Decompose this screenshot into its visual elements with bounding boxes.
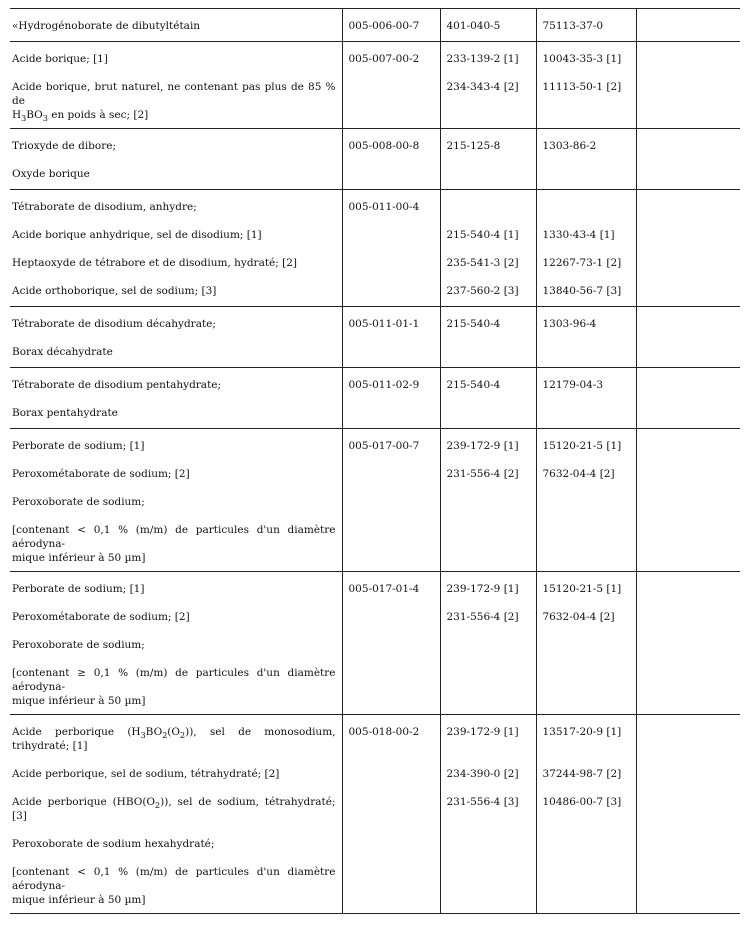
table-row [10,190,740,223]
ec-number-cell [440,222,536,250]
cas-number-cell [536,715,636,762]
substance-name-cell [10,489,342,517]
substance-name-line: mique inférieur à 50 µm] [12,695,146,707]
index-number-cell [342,789,440,831]
substance-name-line: mique inférieur à 50 µm] [12,552,146,564]
ec-number-value: 215-540-4 [1] [446,229,519,241]
substance-name-line: [contenant ≥ 0,1 % (m/m) de particules d'un diamètre aérodyna- [12,667,336,693]
substance-name-line: Peroxoborate de sodium; [12,639,145,651]
index-number-cell [342,489,440,517]
substance-name-cell [10,604,342,632]
ec-number-cell [440,831,536,859]
cas-number-cell [536,339,636,368]
cas-number-cell [536,190,636,223]
table-row [10,278,740,307]
notes-cell [636,789,740,831]
substance-table [10,8,740,914]
substance-name-line: $H_3BO_3$ en poids à sec; [2] [12,109,149,124]
table-row [10,307,740,340]
ec-number-cell [440,400,536,429]
cas-number-value: 75113-37-0 [542,20,604,32]
cas-number-value: 1303-96-4 [542,318,597,330]
cas-number-cell [536,572,636,605]
table-row [10,831,740,859]
index-number-cell [342,461,440,489]
notes-cell [636,632,740,660]
ec-number-value: 233-139-2 [1] [446,53,519,65]
substance-name-line: Oxyde borique [12,168,90,180]
ec-number-value: 231-556-4 [2] [446,611,519,623]
substance-name-line: [contenant < 0,1 % (m/m) de particules d'un diamètre aérodyna- [12,524,336,550]
cas-number-value: 13517-20-9 [1] [542,726,622,738]
ec-number-cell [440,761,536,789]
cas-number-cell [536,831,636,859]
substance-name-line: Acide borique anhydrique, sel de disodium; [1] [12,229,262,241]
substance-name-cell [10,307,342,340]
index-number-cell [342,339,440,368]
index-number-value: 005-018-00-2 [348,726,420,738]
notes-cell [636,604,740,632]
substance-name-line: Tétraborate de disodium décahydrate; [12,318,216,330]
substance-name-cell [10,42,342,75]
substance-name-line: Acide borique, brut naturel, ne contenant pas plus de 85 % de [12,81,336,107]
substance-name-cell [10,859,342,914]
ec-number-cell [440,715,536,762]
notes-cell [636,161,740,190]
ec-number-cell [440,859,536,914]
substance-name-line: mique inférieur à 50 µm] [12,894,146,906]
ec-number-value: 215-540-4 [446,318,501,330]
cas-number-value: 1330-43-4 [1] [542,229,615,241]
substance-name-cell [10,461,342,489]
substance-name-cell [10,339,342,368]
cas-number-cell [536,461,636,489]
cas-number-cell [536,9,636,42]
index-number-cell [342,161,440,190]
index-number-cell [342,9,440,42]
notes-cell [636,339,740,368]
substance-name-cell [10,429,342,462]
cas-number-cell [536,222,636,250]
substance-name-cell [10,278,342,307]
table-row [10,489,740,517]
cas-number-cell [536,789,636,831]
substance-name-cell [10,9,342,42]
cas-number-cell [536,632,636,660]
ec-number-cell [440,161,536,190]
ec-number-cell [440,9,536,42]
index-number-cell [342,660,440,715]
table-row [10,9,740,42]
index-number-value: 005-017-00-7 [348,440,420,452]
ec-number-cell [440,74,536,129]
substance-name-line: Perborate de sodium; [1] [12,583,145,595]
cas-number-cell [536,660,636,715]
table-row [10,461,740,489]
index-number-cell [342,222,440,250]
table-row [10,859,740,914]
cas-number-value: 15120-21-5 [1] [542,583,622,595]
substance-name-cell [10,222,342,250]
notes-cell [636,831,740,859]
ec-number-cell [440,307,536,340]
index-number-value: 005-011-00-4 [348,201,420,213]
substance-name-line: [contenant < 0,1 % (m/m) de particules d'un diamètre aérodyna- [12,866,336,892]
ec-number-value: 237-560-2 [3] [446,285,519,297]
index-number-value: 005-007-00-2 [348,53,420,65]
substance-name-cell [10,190,342,223]
cas-number-cell [536,489,636,517]
substance-name-line: Peroxoborate de sodium; [12,496,145,508]
table-row [10,632,740,660]
notes-cell [636,42,740,75]
ec-number-cell [440,461,536,489]
substance-name-line: Peroxométaborate de sodium; [2] [12,611,190,623]
ec-number-cell [440,517,536,572]
index-number-cell [342,368,440,401]
table-row [10,604,740,632]
table-row [10,400,740,429]
cas-number-value: 37244-98-7 [2] [542,768,622,780]
ec-number-cell [440,42,536,75]
ec-number-value: 235-541-3 [2] [446,257,519,269]
notes-cell [636,129,740,162]
index-number-cell [342,761,440,789]
table-row [10,74,740,129]
notes-cell [636,761,740,789]
table-row [10,715,740,762]
substance-name-line: Acide orthoborique, sel de sodium; [3] [12,285,217,297]
substance-name-line: Peroxoborate de sodium hexahydraté; [12,838,215,850]
table-row [10,789,740,831]
substance-name-line: Acide perborique $(HBO(O_2))$, sel de sodium, tétrahydraté; [3] [12,796,336,822]
substance-name-line: Tétraborate de disodium, anhydre; [12,201,197,213]
index-number-value: 005-006-00-7 [348,20,420,32]
cas-number-value: 7632-04-4 [2] [542,611,615,623]
notes-cell [636,307,740,340]
cas-number-cell [536,517,636,572]
substance-name-cell [10,831,342,859]
ec-number-value: 231-556-4 [2] [446,468,519,480]
ec-number-cell [440,278,536,307]
cas-number-value: 15120-21-5 [1] [542,440,622,452]
ec-number-value: 234-390-0 [2] [446,768,519,780]
ec-number-value: 239-172-9 [1] [446,726,519,738]
ec-number-value: 231-556-4 [3] [446,796,519,808]
index-number-cell [342,715,440,762]
ec-number-value: 215-125-8 [446,140,501,152]
index-number-value: 005-011-02-9 [348,379,420,391]
table-row [10,660,740,715]
index-number-cell [342,278,440,307]
substance-name-line: Acide borique; [1] [12,53,108,65]
notes-cell [636,9,740,42]
ec-number-value: 215-540-4 [446,379,501,391]
substance-name-line: Acide perborique $(H_3BO_2(O_2))$, sel de monosodium, trihydraté; [1] [12,726,336,752]
cas-number-cell [536,307,636,340]
notes-cell [636,400,740,429]
ec-number-cell [440,190,536,223]
notes-cell [636,859,740,914]
cas-number-value: 11113-50-1 [2] [542,81,622,93]
notes-cell [636,572,740,605]
substance-name-line: Perborate de sodium; [1] [12,440,145,452]
substance-name-cell [10,517,342,572]
substance-name-cell [10,789,342,831]
index-number-cell [342,604,440,632]
index-number-cell [342,129,440,162]
ec-number-value: 239-172-9 [1] [446,583,519,595]
cas-number-cell [536,74,636,129]
ec-number-value: 239-172-9 [1] [446,440,519,452]
notes-cell [636,429,740,462]
cas-number-cell [536,250,636,278]
cas-number-value: 12179-04-3 [542,379,604,391]
cas-number-cell [536,859,636,914]
cas-number-value: 10043-35-3 [1] [542,53,622,65]
substance-table-body [10,9,740,914]
ec-number-cell [440,604,536,632]
table-row [10,250,740,278]
index-number-cell [342,42,440,75]
cas-number-cell [536,278,636,307]
index-number-value: 005-008-00-8 [348,140,420,152]
notes-cell [636,489,740,517]
notes-cell [636,461,740,489]
substance-name-cell [10,715,342,762]
substance-name-line: Heptaoxyde de tétrabore et de disodium, hydraté; [2] [12,257,298,269]
cas-number-value: 12267-73-1 [2] [542,257,622,269]
table-row [10,368,740,401]
ec-number-cell [440,250,536,278]
index-number-value: 005-017-01-4 [348,583,420,595]
ec-number-cell [440,632,536,660]
cas-number-cell [536,161,636,190]
index-number-cell [342,74,440,129]
notes-cell [636,222,740,250]
substance-name-line: Acide perborique, sel de sodium, tétrahydraté; [2] [12,768,280,780]
ec-number-value: 401-040-5 [446,20,501,32]
notes-cell [636,368,740,401]
table-row [10,429,740,462]
table-row [10,222,740,250]
table-row [10,161,740,190]
ec-number-cell [440,789,536,831]
cas-number-value: 1303-86-2 [542,140,597,152]
substance-name-line: Trioxyde de dibore; [12,140,116,152]
substance-name-cell [10,129,342,162]
index-number-value: 005-011-01-1 [348,318,420,330]
ec-number-cell [440,368,536,401]
notes-cell [636,190,740,223]
notes-cell [636,278,740,307]
substance-name-line: Borax décahydrate [12,346,113,358]
substance-name-line: Borax pentahydrate [12,407,118,419]
cas-number-cell [536,400,636,429]
notes-cell [636,517,740,572]
ec-number-cell [440,429,536,462]
index-number-cell [342,632,440,660]
index-number-cell [342,429,440,462]
index-number-cell [342,572,440,605]
substance-name-cell [10,761,342,789]
ec-number-value: 234-343-4 [2] [446,81,519,93]
table-row [10,339,740,368]
index-number-cell [342,831,440,859]
ec-number-cell [440,572,536,605]
cas-number-value: 10486-00-7 [3] [542,796,622,808]
cas-number-value: 13840-56-7 [3] [542,285,622,297]
substance-name-cell [10,632,342,660]
ec-number-cell [440,660,536,715]
cas-number-cell [536,429,636,462]
substance-name-line: Peroxométaborate de sodium; [2] [12,468,190,480]
cas-number-cell [536,368,636,401]
table-row [10,129,740,162]
table-row [10,572,740,605]
cas-number-cell [536,129,636,162]
substance-name-line: «Hydrogénoborate de dibutyltétain [12,20,201,32]
index-number-cell [342,307,440,340]
cas-number-cell [536,761,636,789]
substance-name-cell [10,368,342,401]
substance-name-cell [10,660,342,715]
notes-cell [636,715,740,762]
table-row [10,42,740,75]
notes-cell [636,660,740,715]
ec-number-cell [440,129,536,162]
cas-number-cell [536,604,636,632]
substance-name-line: Tétraborate de disodium pentahydrate; [12,379,222,391]
cas-number-value: 7632-04-4 [2] [542,468,615,480]
notes-cell [636,74,740,129]
ec-number-cell [440,339,536,368]
index-number-cell [342,400,440,429]
substance-name-cell [10,74,342,129]
index-number-cell [342,190,440,223]
index-number-cell [342,250,440,278]
index-number-cell [342,517,440,572]
substance-name-cell [10,250,342,278]
substance-name-cell [10,572,342,605]
notes-cell [636,250,740,278]
substance-name-cell [10,400,342,429]
substance-name-cell [10,161,342,190]
table-row [10,517,740,572]
index-number-cell [342,859,440,914]
cas-number-cell [536,42,636,75]
ec-number-cell [440,489,536,517]
table-row [10,761,740,789]
